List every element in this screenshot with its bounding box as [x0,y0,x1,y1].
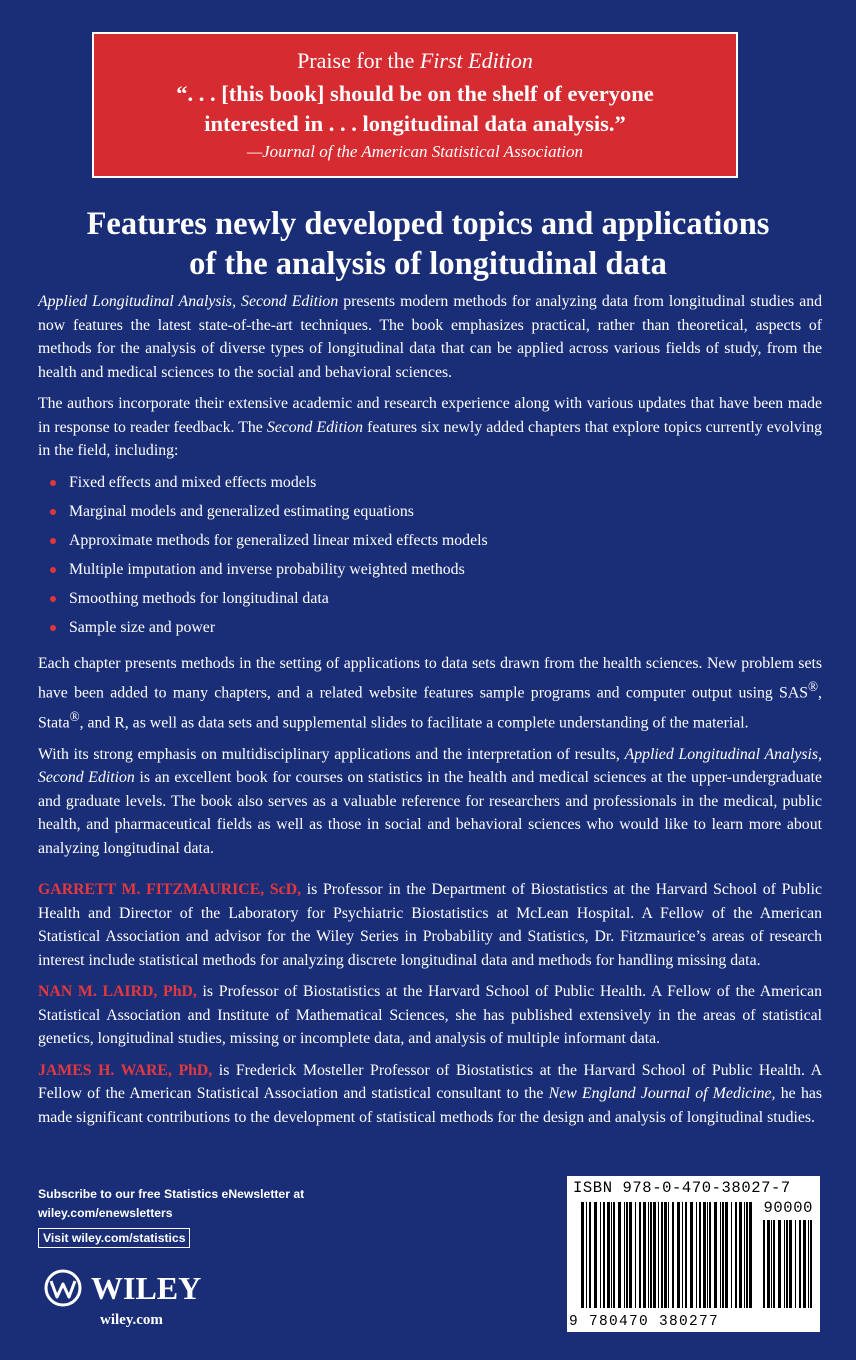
visit-website-link[interactable]: Visit wiley.com/statistics [38,1228,190,1248]
features-list [38,471,822,646]
author-name: NAN M. LAIRD, PhD, [38,983,197,1001]
barcode-bar [703,1202,706,1308]
barcode-bar [624,1202,625,1308]
barcode-bar [763,1220,765,1308]
barcode-bar [639,1202,641,1308]
barcode-bar [690,1202,693,1308]
barcode-bar [661,1202,663,1308]
barcode-bar [682,1202,683,1308]
barcode-bar [746,1202,748,1308]
bullet-icon [50,509,56,515]
description-body [38,290,822,1137]
bullet-icon [50,538,56,544]
barcode-bar [613,1202,615,1308]
barcode-box [567,1176,820,1332]
barcode-bar [629,1202,632,1308]
barcode-bar [735,1202,737,1308]
barcode-bar [714,1202,717,1308]
barcode-bar [725,1202,728,1308]
barcode-bar [653,1202,656,1308]
barcode-bar [799,1220,801,1308]
wiley-logo [38,1268,201,1308]
list-item: Marginal models and generalized estimating equations [38,500,822,529]
barcode-bar [685,1202,687,1308]
price-code: 90000 [763,1199,813,1217]
barcode-bar [789,1220,792,1308]
barcode-bar [677,1202,680,1308]
barcode-bar [699,1202,701,1308]
barcode-bar [744,1202,745,1308]
bullet-icon [50,625,56,631]
ean-digits: 9 780470 380277 [569,1314,720,1330]
list-item: Smoothing methods for longitudinal data [38,587,822,616]
barcode-bar [739,1202,742,1308]
list-item: Fixed effects and mixed effects models [38,471,822,500]
barcode-bar [767,1220,770,1308]
bullet-icon [50,567,56,573]
barcode-bar [786,1220,788,1308]
barcode-bar [771,1220,772,1308]
barcode-bar [581,1202,584,1308]
authors-paragraph: The authors incorporate their extensive academic and research experience along with various updates that have been made in response to reader feedback. The Second Edition features six newly added chapters that explore topics currently evolving in the field, including: [38,395,822,459]
barcode-bar [808,1220,809,1308]
list-item: Multiple imputation and inverse probability weighted methods [38,558,822,587]
wiley-seal-icon [38,1268,88,1308]
barcode-bar [658,1202,659,1308]
barcode-bar [626,1202,628,1308]
isbn-number: ISBN 978-0-470-38027-7 [573,1179,791,1197]
barcode-bar [589,1202,591,1308]
barcode-bar [618,1202,621,1308]
barcode-bar [672,1202,674,1308]
barcode-bar [709,1202,711,1308]
publisher-url[interactable]: wiley.com [100,1312,163,1328]
barcode-bar [611,1202,612,1308]
barcode-bar [810,1220,812,1308]
barcode-bar [803,1220,806,1308]
barcode-bar [668,1202,669,1308]
bullet-icon [50,480,56,486]
barcode-bar [607,1202,610,1308]
bio-fitzmaurice: GARRETT M. FITZMAURICE, ScD, is Professor in the Department of Biostatistics at the Harvard School of Public Health and Director of the Laboratory for Psychiatric Biostatistics at McLean Hospital. A Fellow of the American Statistical Association and advisor for the Wiley Series in Probability and Statistics, Dr. Fitzmaurice’s areas of research interest include statistical methods for analyzing discrete longitudinal data and methods for handling missing data. [38,881,822,969]
barcode-bar [773,1220,775,1308]
bio-laird: NAN M. LAIRD, PhD, is Professor of Biostatistics at the Harvard School of Public Health. A Fellow of the American Statistical Association and Institute of Mathematical Sciences, she has published extensively in the areas of statistical genetics, longitudinal studies, missing or incomplete data, and analysis of multiple informant data. [38,983,822,1048]
chapter-paragraph: Each chapter presents methods in the setting of applications to data sets drawn from the health sciences. New problem sets have been added to many chapters, and a related website features sample programs and computer output using SAS®, Stata®, and R, as well as data sets and supplemental slides to facilitate a complete understanding of the material. [38,654,822,732]
barcode-bar [707,1202,708,1308]
intro-paragraph: Applied Longitudinal Analysis, Second Edition presents modern methods for analyzing data from longitudinal studies and now features the latest state-of-the-art techniques. The book emphasizes practical, rather than theoretical, aspects of methods for the analysis of diverse types of longitudinal data that can be applied across various fields of study, from the health and medical sciences to the social and behavioral sciences. [38,293,823,381]
barcode-bar [643,1202,646,1308]
barcode-bar [664,1202,667,1308]
barcode-bar [696,1202,697,1308]
bio-ware: JAMES H. WARE, PhD, is Frederick Mosteller Professor of Biostatistics at the Harvard School of Public Health. A Fellow of the American Statistical Association and statistical consultant to the New England Journal of Medicine, he has made significant contributions to the development of statistical methods for the design and analysis of longitudinal studies. [38,1061,822,1126]
barcode-bar [749,1202,752,1308]
list-item: Sample size and power [38,616,822,645]
praise-title: Praise for the First Edition [297,48,533,73]
praise-box [92,32,738,178]
author-bios [38,878,822,1129]
barcode-bar [600,1202,601,1308]
barcode-bar [778,1220,781,1308]
barcode-bar [648,1202,649,1308]
praise-source: —Journal of the American Statistical Association [246,142,584,161]
barcode-bar [784,1220,785,1308]
barcode-bar [635,1202,636,1308]
barcode-bar [795,1220,796,1308]
barcode-bar [720,1202,721,1308]
publisher-name: WILEY [91,1269,202,1306]
newsletter-link[interactable]: wiley.com/enewsletters [38,1206,173,1220]
barcode-bar [731,1202,732,1308]
emphasis-paragraph: With its strong emphasis on multidisciplinary applications and the interpretation of results, Applied Longitudinal Analysis, Second Edition is an excellent book for courses on statistics in the health and medical sciences at the upper-undergraduate and graduate levels. The book also serves as a valuable reference for researchers and professionals in the medical, public health, and pharmaceutical fields as well as those in social and behavioral sciences who would like to learn more about analyzing longitudinal data. [38,745,823,857]
praise-quote: “. . . [this book] should be on the shelf of everyone interested in . . . longitudinal data analysis.” [176,81,654,136]
headline: Features newly developed topics and applications of the analysis of longitudinal data [86,206,770,282]
list-item: Approximate methods for generalized linear mixed effects models [38,529,822,558]
author-name: GARRETT M. FITZMAURICE, ScD, [38,881,302,899]
author-name: JAMES H. WARE, PhD, [38,1061,213,1079]
barcode-bar [594,1202,597,1308]
barcode-bar [650,1202,652,1308]
barcode-bar [586,1202,587,1308]
bullet-icon [50,596,56,602]
barcode-bar [603,1202,605,1308]
newsletter-info: Subscribe to our free Statistics eNewsletter at wiley.com/enewsletters Visit wiley.com/statistics [38,1185,304,1248]
barcode-bar [722,1202,724,1308]
